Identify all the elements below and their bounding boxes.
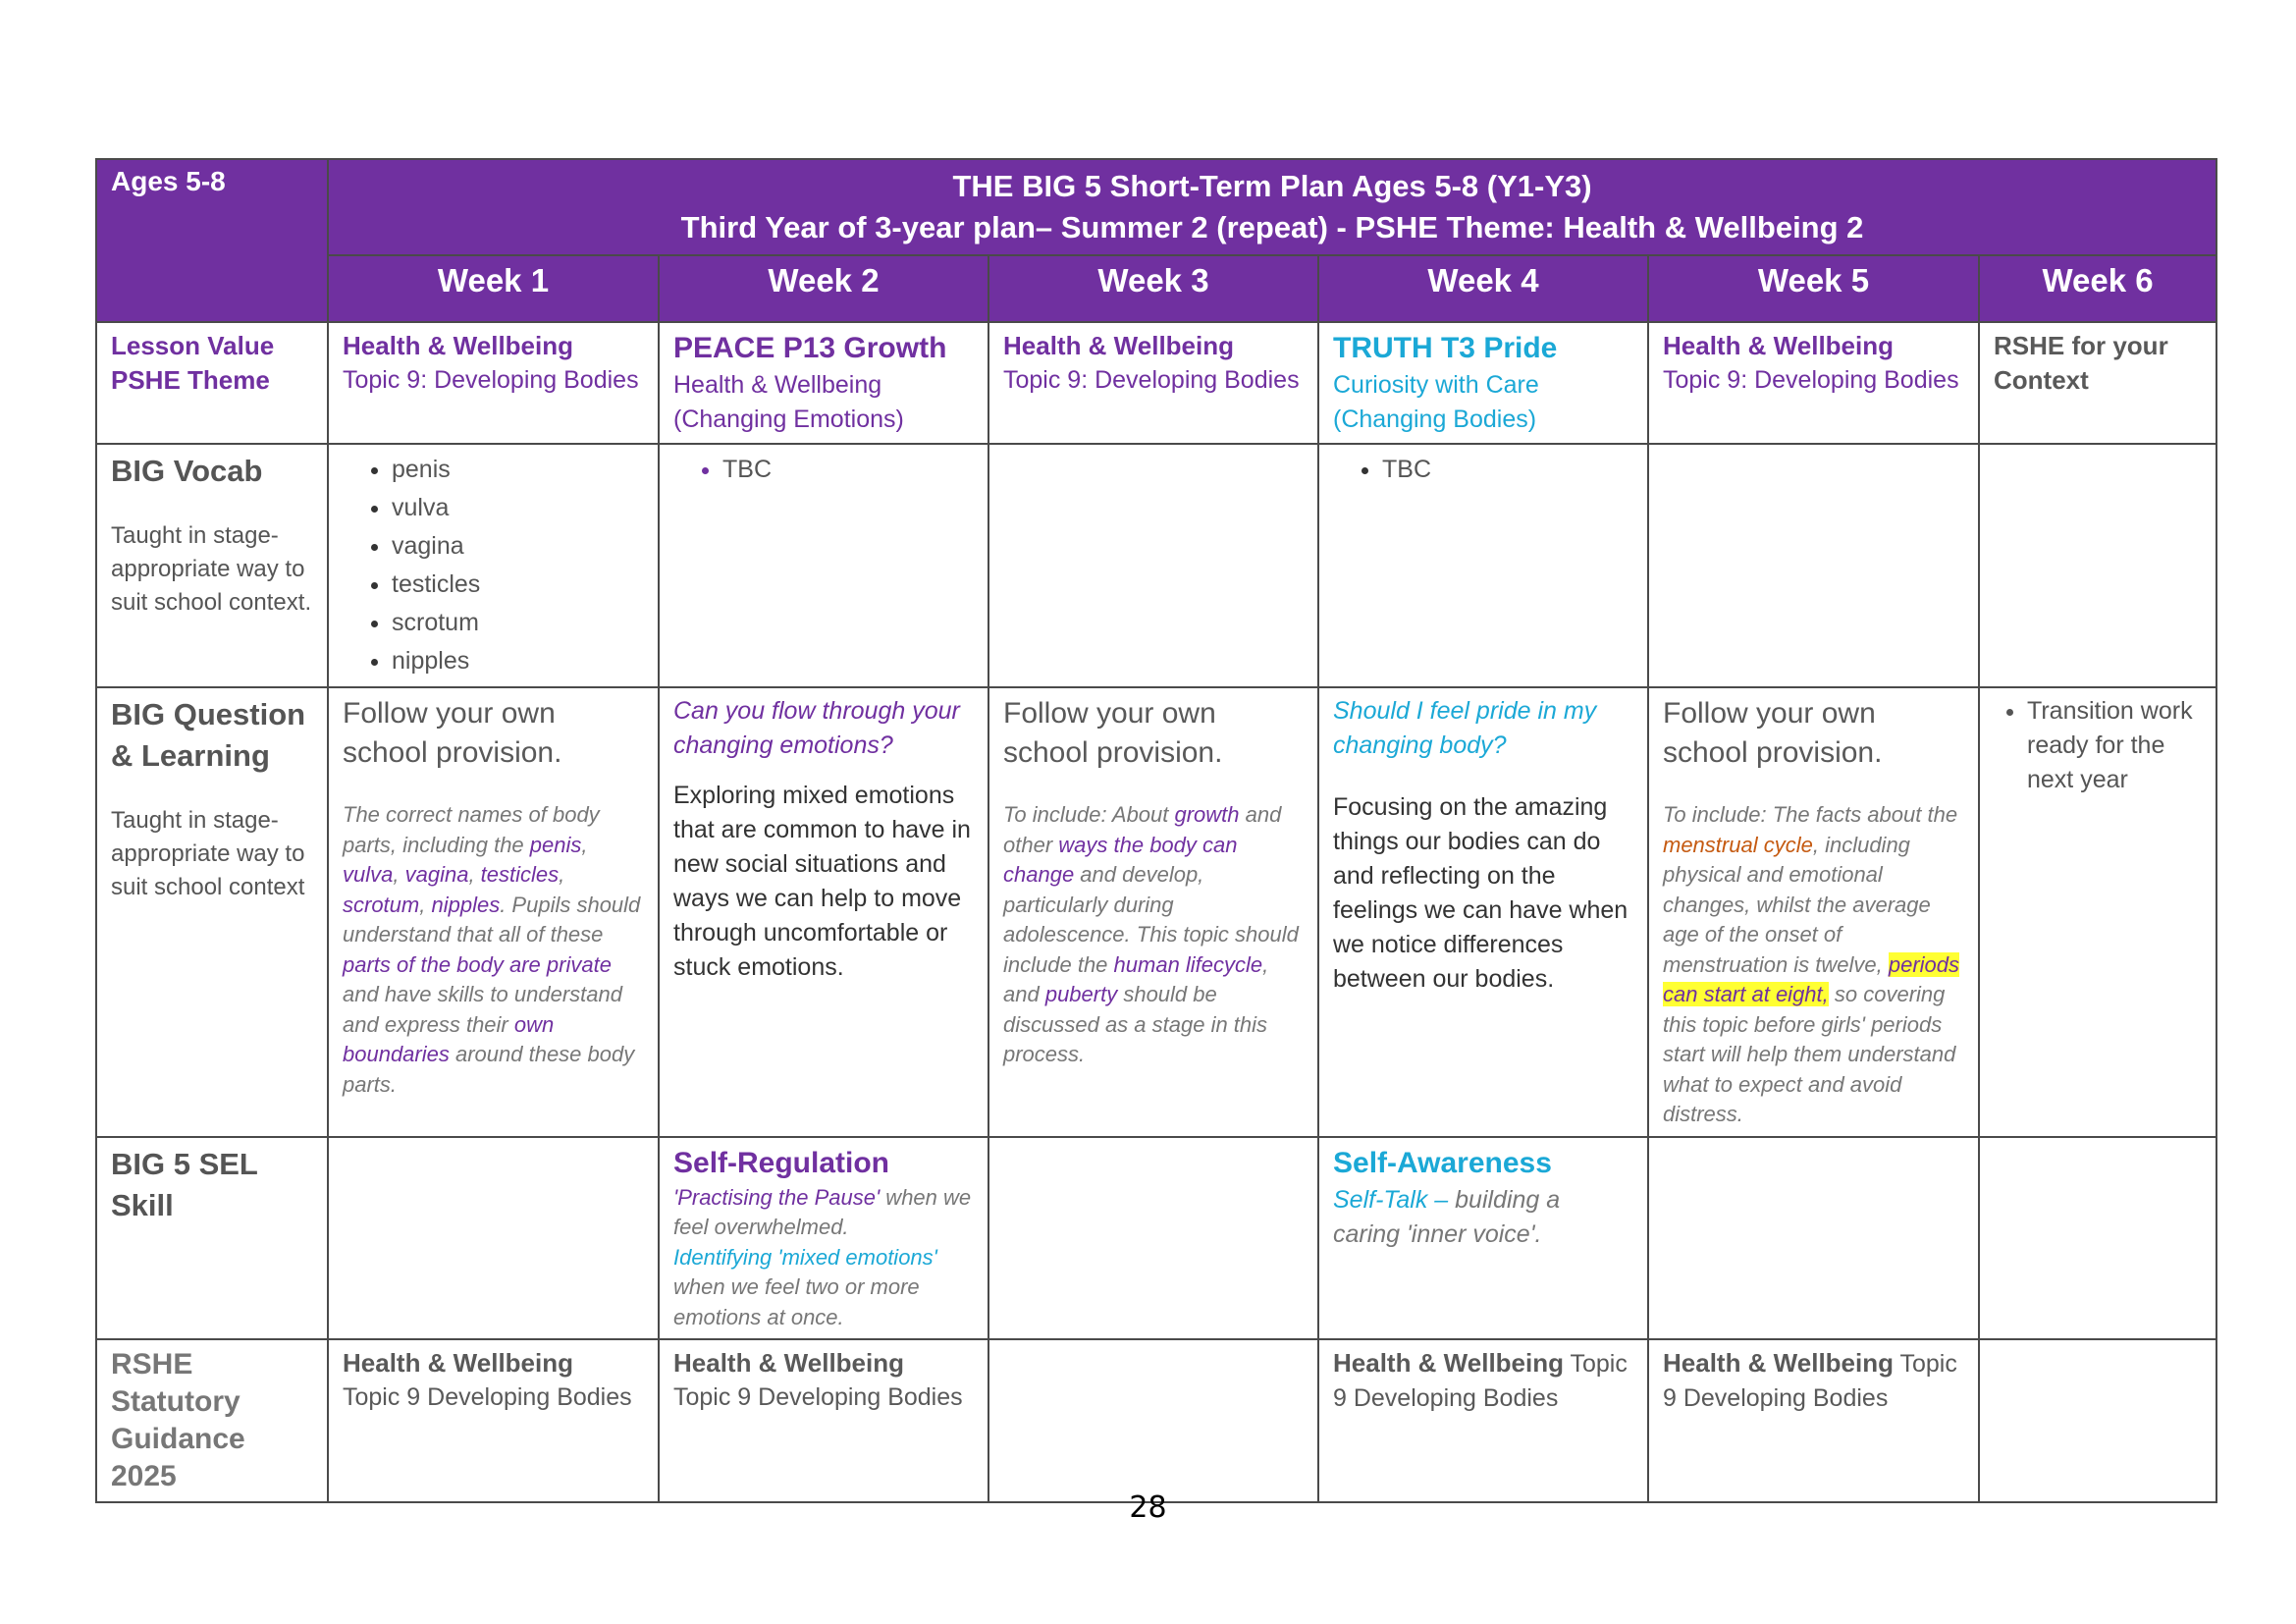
big-vocab-label: BIG Vocab Taught in stage-appropriate way to suit school context. — [96, 444, 328, 687]
question-week-1: Follow your own school provision. The correct names of body parts, including the penis, vulva, vagina, testicles, scrotum, nipples. Pupils should understand that all of these parts of the body are private and have skills to understand and express their own boundaries around these body parts. — [328, 687, 659, 1137]
big-question-label: BIG Question & Learning Taught in stage-appropriate way to suit school context — [96, 687, 328, 1137]
plan-title-line1: THE BIG 5 Short-Term Plan Ages 5-8 (Y1-Y3) — [952, 169, 1592, 203]
sel-week-6 — [1979, 1137, 2216, 1340]
list-item: • nipples — [392, 642, 644, 680]
page-number: 28 — [1129, 1490, 1167, 1525]
question-week-3: Follow your own school provision. To include: About growth and other ways the body can change and develop, particularly during adolescence. This topic should include the human lifecycle, and puberty should be discussed as a stage in this process. — [988, 687, 1318, 1137]
vocab-list-week-4 — [1333, 451, 1633, 489]
question-week-6 — [1979, 687, 2216, 1137]
week-5-header: Week 5 — [1648, 255, 1979, 322]
lesson-week-6: RSHE for your Context — [1979, 322, 2216, 444]
week-4-header: Week 4 — [1318, 255, 1648, 322]
list-item: • TBC — [1382, 451, 1633, 489]
rshe-label: RSHE Statutory Guidance 2025 — [96, 1339, 328, 1502]
sel-week-5 — [1648, 1137, 1979, 1340]
sel-skill-label: BIG 5 SEL Skill — [96, 1137, 328, 1340]
week-5-guidance: To include: The facts about the menstrual cycle, including physical and emotional changes, whilst the average age of the onset of menstruation is twelve, periods can start at eight, so covering this topic before girls' periods start will help them understand what to expect and avoid distress. — [1663, 802, 1960, 1126]
short-term-plan-table — [95, 158, 2217, 1503]
plan-title — [328, 159, 2216, 255]
week-2-header: Week 2 — [659, 255, 988, 322]
list-item: • TBC — [722, 451, 974, 489]
vocab-list-week-1 — [343, 451, 644, 680]
list-item: • vagina — [392, 527, 644, 566]
week-6-header: Week 6 — [1979, 255, 2216, 322]
plan-title-line2: Third Year of 3-year plan– Summer 2 (repeat) - PSHE Theme: Health & Wellbeing 2 — [680, 210, 1864, 244]
question-week-4: Should I feel pride in my changing body? Focusing on the amazing things our bodies can do and reflecting on the feelings we can have when we notice differences between our bodies. — [1318, 687, 1648, 1137]
vocab-week-5 — [1648, 444, 1979, 687]
rshe-week-2: Health & Wellbeing Topic 9 Developing Bodies — [659, 1339, 988, 1502]
lesson-week-5: Health & Wellbeing Topic 9: Developing Bodies — [1648, 322, 1979, 444]
vocab-week-6 — [1979, 444, 2216, 687]
vocab-week-4 — [1318, 444, 1648, 687]
sel-week-4: Self-Awareness Self-Talk – building a caring 'inner voice'. — [1318, 1137, 1648, 1340]
header-weeks-row — [96, 255, 2216, 322]
ages-label: Ages 5-8 — [96, 159, 328, 322]
rshe-week-4: Health & Wellbeing Topic 9 Developing Bodies — [1318, 1339, 1648, 1502]
rshe-week-3 — [988, 1339, 1318, 1502]
sel-skill-row — [96, 1137, 2216, 1340]
list-item: • testicles — [392, 566, 644, 604]
vocab-list-week-2 — [673, 451, 974, 489]
transition-list — [1994, 694, 2202, 797]
big-vocab-row — [96, 444, 2216, 687]
list-item: • penis — [392, 451, 644, 489]
sel-week-1 — [328, 1137, 659, 1340]
lesson-week-4: TRUTH T3 Pride Curiosity with Care (Changing Bodies) — [1318, 322, 1648, 444]
question-week-2: Can you flow through your changing emotions? Exploring mixed emotions that are common to have in new social situations and ways we can help to move through uncomfortable or stuck emotions. — [659, 687, 988, 1137]
vocab-week-2 — [659, 444, 988, 687]
week-1-header: Week 1 — [328, 255, 659, 322]
sel-week-3 — [988, 1137, 1318, 1340]
header-title-row — [96, 159, 2216, 255]
lesson-value-row — [96, 322, 2216, 444]
week-3-guidance: To include: About growth and other ways the body can change and develop, particularly during adolescence. This topic should include the human lifecycle, and puberty should be discussed as a stage in this process. — [1003, 802, 1299, 1066]
sel-week-2: Self-Regulation 'Practising the Pause' when we feel overwhelmed. Identifying 'mixed emotions' when we feel two or more emotions at once. — [659, 1137, 988, 1340]
vocab-week-3 — [988, 444, 1318, 687]
lesson-week-3: Health & Wellbeing Topic 9: Developing Bodies — [988, 322, 1318, 444]
rshe-week-5: Health & Wellbeing Topic 9 Developing Bodies — [1648, 1339, 1979, 1502]
lesson-week-2: PEACE P13 Growth Health & Wellbeing (Changing Emotions) — [659, 322, 988, 444]
lesson-week-1: Health & Wellbeing Topic 9: Developing Bodies — [328, 322, 659, 444]
lesson-value-label: Lesson Value PSHE Theme — [96, 322, 328, 444]
vocab-week-1 — [328, 444, 659, 687]
question-week-5: Follow your own school provision. To include: The facts about the menstrual cycle, including physical and emotional changes, whilst the average age of the onset of menstruation is twelve, periods can start at eight, so covering this topic before girls' periods start will help them understand what to expect and avoid distress. — [1648, 687, 1979, 1137]
big-question-row — [96, 687, 2216, 1137]
list-item: • scrotum — [392, 604, 644, 642]
list-item: • vulva — [392, 489, 644, 527]
week-1-guidance: The correct names of body parts, including the penis, vulva, vagina, testicles, scrotum, nipples. Pupils should understand that all of these parts of the body are private and have skills to understand and express their own boundaries around these body parts. — [343, 802, 641, 1097]
rshe-week-1: Health & Wellbeing Topic 9 Developing Bodies — [328, 1339, 659, 1502]
list-item: • Transition work ready for the next year — [2027, 694, 2202, 797]
week-3-header: Week 3 — [988, 255, 1318, 322]
rshe-week-6 — [1979, 1339, 2216, 1502]
rshe-guidance-row — [96, 1339, 2216, 1502]
